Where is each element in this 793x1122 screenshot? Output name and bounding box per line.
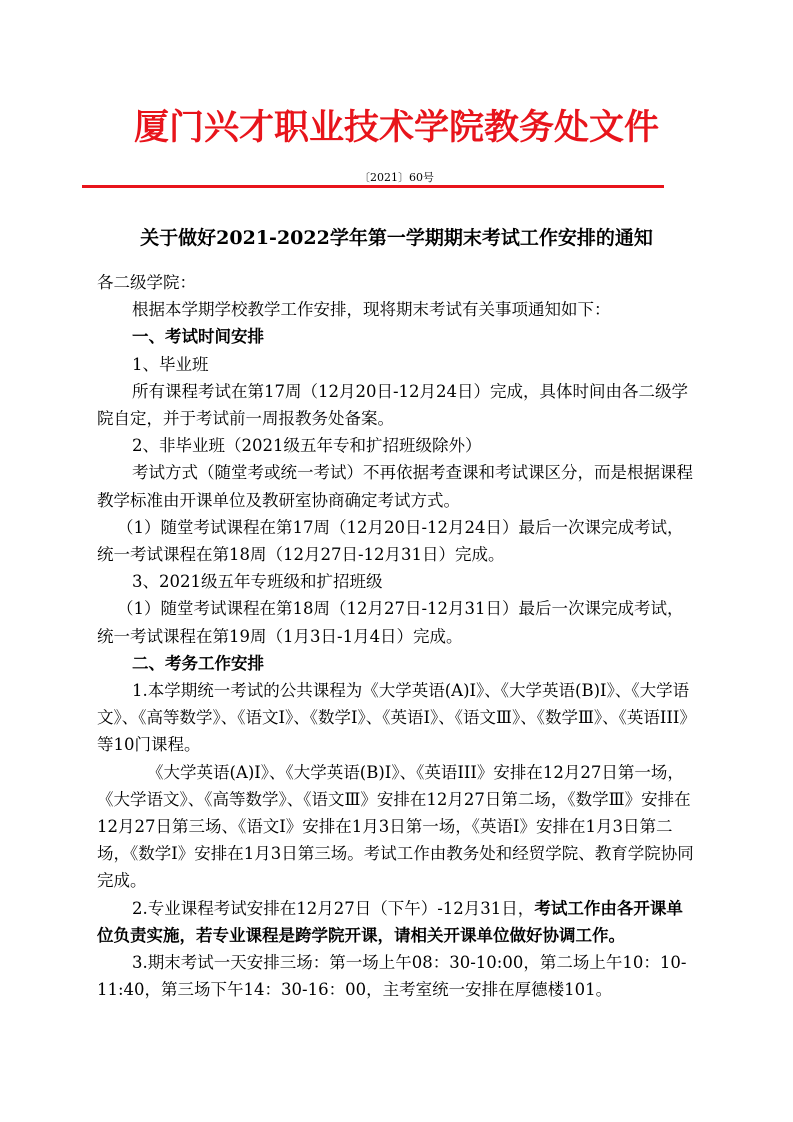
intro-paragraph: 根据本学期学校教学工作安排，现将期末考试有关事项通知如下：	[132, 300, 611, 320]
section-heading-exam-time: 一、考试时间安排	[132, 327, 264, 347]
subheading-non-graduating-class: 2、非毕业班（2021级五年专和扩招班级除外）	[132, 436, 482, 456]
paragraph-five-year-schedule: （1）随堂考试课程在第18周（12月27日-12月31日）最后一次课完成考试，统一考试课程在第19周（1月3日-1月4日）完成。	[97, 599, 684, 646]
document-header-title: 厦门兴才职业技术学院教务处文件	[133, 107, 659, 148]
subheading-graduating-class: 1、毕业班	[132, 354, 209, 374]
notice-title: 关于做好2021-2022学年第一学期期末考试工作安排的通知	[140, 227, 653, 249]
paragraph-graduating-class: 所有课程考试在第17周（12月20日-12月24日）完成，具体时间由各二级学院自定，并于考试前一周报教务处备案。	[97, 381, 689, 429]
header-red-rule	[82, 185, 664, 188]
subheading-five-year-class: 3、2021级五年专班级和扩招班级	[132, 572, 383, 592]
paragraph-exam-sessions: 3.期末考试一天安排三场：第一场上午08：30-10:00，第二场上午10：10-11:40，第三场下午14：30-16：00，主考室统一安排在厚德楼101。	[97, 953, 687, 1000]
paragraph-professional-courses	[97, 895, 697, 949]
professional-courses-text: 2.专业课程考试安排在12月27日（下午）-12月31日，	[132, 898, 535, 918]
salutation: 各二级学院：	[97, 273, 196, 292]
paragraph-exam-method: 考试方式（随堂考或统一考试）不再依据考查课和考试课区分，而是根据课程教学标准由开课单位及教研室协商确定考试方式。	[97, 463, 693, 510]
paragraph-public-courses: 1.本学期统一考试的公共课程为《大学英语(A)Ⅰ》、《大学英语(B)Ⅰ》、《大学语文》、《高等数学》、《语文Ⅰ》、《数学Ⅰ》、《英语I》、《语文Ⅲ》、《数学Ⅲ》、《英语III》等10门课程。	[97, 681, 696, 755]
document-body	[97, 269, 697, 1003]
professional-courses-emphasis: 考试工作由各开课单位负责实施，若专业课程是跨学院开课，请相关开课单位做好协调工作。	[97, 898, 683, 945]
paragraph-non-graduating-schedule: （1）随堂考试课程在第17周（12月20日-12月24日）最后一次课完成考试，统一考试课程在第18周（12月27日-12月31日）完成。	[97, 517, 684, 565]
paragraph-public-course-schedule: 《大学英语(A)Ⅰ》、《大学英语(B)Ⅰ》、《英语III》安排在12月27日第一场，《大学语文》、《高等数学》、《语文Ⅲ》安排在12月27日第二场，《数学Ⅲ》安排在12月27日第三场、《语文Ⅰ》安排在1月3日第一场，《英语I》安排在1月3日第二场，《数学Ⅰ》安排在1月3日第三场。考试工作由教务处和经贸学院、教育学院协同完成。	[97, 762, 694, 891]
document-number: 〔2021〕60号	[359, 171, 434, 184]
section-heading-exam-affairs: 二、考务工作安排	[132, 653, 264, 673]
